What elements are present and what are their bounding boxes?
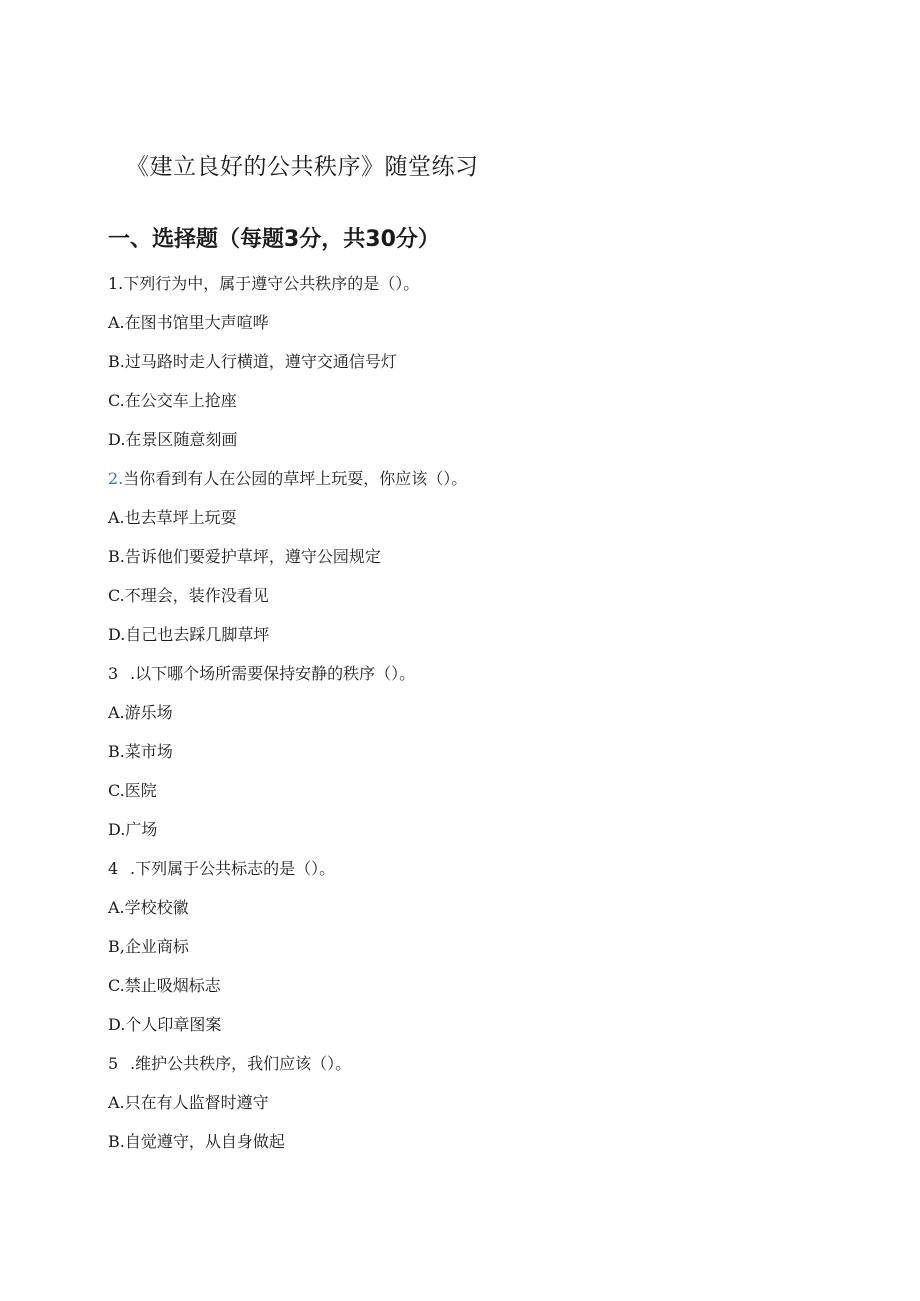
question-number: 3	[108, 664, 119, 683]
question-text: .以下哪个场所需要保持安静的秩序（）。	[130, 664, 416, 683]
answer-option: B,企业商标	[108, 937, 189, 956]
answer-option: D.在景区随意刻画	[108, 430, 238, 449]
question-stem	[108, 272, 868, 311]
question-number: 4	[108, 859, 119, 878]
answer-option: C.禁止吸烟标志	[108, 976, 221, 995]
question-number: 2.	[108, 469, 124, 488]
question-stem	[108, 1052, 868, 1091]
section-heading: 一、选择题（每题3分，共30分）	[108, 227, 440, 252]
question-list	[108, 272, 868, 1169]
question-text: .维护公共秩序，我们应该（）。	[130, 1054, 352, 1073]
answer-option: A.学校校徽	[108, 898, 189, 917]
answer-option: C.医院	[108, 781, 157, 800]
answer-option: A.游乐场	[108, 703, 173, 722]
answer-option: A.只在有人监督时遵守	[108, 1093, 269, 1112]
question-number: 5	[108, 1054, 119, 1073]
answer-option: A.在图书馆里大声喧哗	[108, 313, 269, 332]
question-stem	[108, 662, 868, 701]
answer-option: B.告诉他们要爱护草坪，遵守公园规定	[108, 547, 381, 566]
question-text: 当你看到有人在公园的草坪上玩耍，你应该（）。	[123, 469, 468, 488]
answer-option: D.个人印章图案	[108, 1015, 222, 1034]
question-text: .下列属于公共标志的是（）。	[130, 859, 336, 878]
question-stem	[108, 857, 868, 896]
answer-option: A.也去草坪上玩耍	[108, 508, 237, 527]
answer-option: B.菜市场	[108, 742, 173, 761]
question-text: 下列行为中，属于遵守公共秩序的是（）。	[123, 274, 420, 293]
answer-option: B.过马路时走人行横道，遵守交通信号灯	[108, 352, 397, 371]
answer-option: D.广场	[108, 820, 158, 839]
question-number: 1.	[108, 274, 124, 293]
document-title: 《建立良好的公共秩序》随堂练习	[126, 154, 479, 180]
answer-option: C.不理会，装作没看见	[108, 586, 269, 605]
answer-option: C.在公交车上抢座	[108, 391, 237, 410]
answer-option: D.自己也去踩几脚草坪	[108, 625, 270, 644]
question-stem	[108, 467, 868, 506]
answer-option: B.自觉遵守，从自身做起	[108, 1132, 285, 1151]
